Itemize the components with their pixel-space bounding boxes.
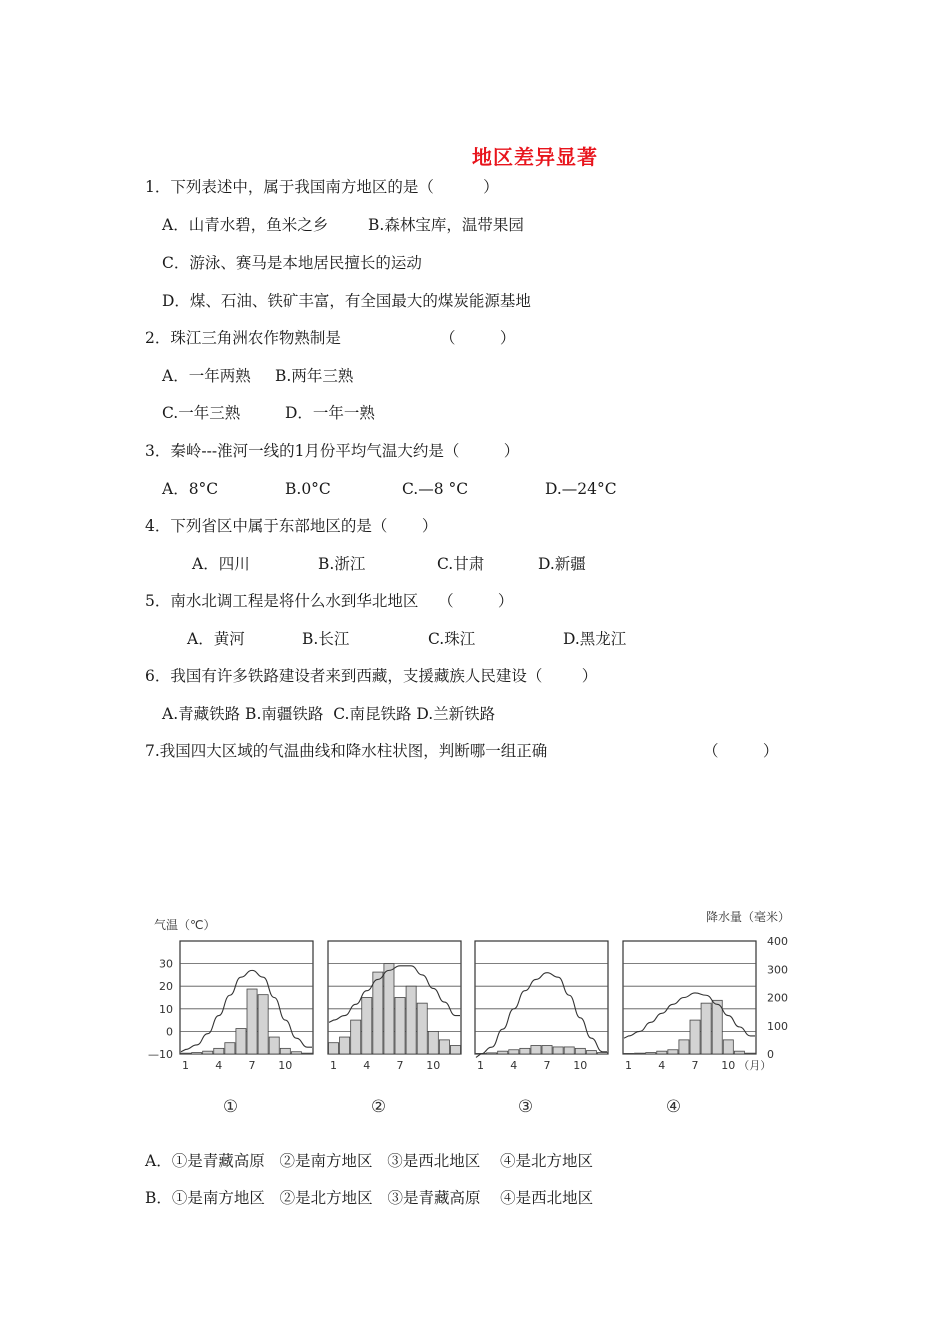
precipitation-bar xyxy=(520,1048,530,1054)
question-2-answer-paren: （ ） xyxy=(440,329,516,347)
precipitation-bar xyxy=(712,1000,722,1054)
precipitation-bar xyxy=(340,1037,350,1054)
panel-label: ② xyxy=(370,1097,387,1117)
question-3-stem: 3．秦岭---淮河一线的1月份平均气温大约是（ ） xyxy=(145,442,520,460)
temperature-tick-label: 30 xyxy=(159,957,173,971)
month-tick-label: 4 xyxy=(215,1059,223,1072)
month-tick-label: 7 xyxy=(691,1059,699,1072)
precipitation-bar xyxy=(203,1051,213,1054)
question-1-stem: 1．下列表述中，属于我国南方地区的是（ ） xyxy=(145,178,499,196)
precipitation-bar xyxy=(646,1053,656,1054)
page-title: 地区差异显著 xyxy=(472,145,598,169)
question-7-answer-paren: （ ） xyxy=(703,742,779,760)
question-5-option-b: B.长江 xyxy=(302,630,350,648)
question-3-option-a: A．8°C xyxy=(162,480,219,498)
question-5-option-c: C.珠江 xyxy=(428,630,476,648)
question-6-options: A.青藏铁路 B.南疆铁路 C.南昆铁路 D.兰新铁路 xyxy=(162,705,496,723)
temperature-tick-label: 0 xyxy=(166,1025,173,1039)
month-tick-label: 1 xyxy=(330,1059,338,1072)
precipitation-bar xyxy=(635,1053,645,1054)
precipitation-tick-label: 400 xyxy=(767,935,788,948)
question-4-option-a: A．四川 xyxy=(192,555,250,573)
precipitation-bar xyxy=(734,1051,744,1054)
question-3-option-c: C.—8 °C xyxy=(402,480,469,498)
month-tick-label: 1 xyxy=(182,1059,190,1072)
precipitation-bar xyxy=(291,1052,301,1054)
precipitation-bar xyxy=(214,1048,224,1054)
precipitation-bar xyxy=(302,1053,312,1054)
precipitation-tick-label: 0 xyxy=(767,1048,774,1061)
precipitation-bar xyxy=(351,1020,361,1054)
question-4-option-d: D.新疆 xyxy=(538,555,586,573)
question-7-stem: 7.我国四大区域的气温曲线和降水柱状图，判断哪一组正确 xyxy=(145,742,548,760)
precipitation-bar xyxy=(564,1047,574,1054)
month-tick-label: 10 xyxy=(721,1059,736,1072)
question-5-stem: 5．南水北调工程是将什么水到华北地区 （ ） xyxy=(145,592,514,610)
precipitation-bar xyxy=(329,1043,339,1054)
month-tick-label: 10 xyxy=(573,1059,588,1072)
panel-label: ③ xyxy=(517,1097,534,1117)
month-tick-label: 4 xyxy=(363,1059,371,1072)
question-3-option-d: D.—24°C xyxy=(545,480,617,498)
precipitation-bar xyxy=(657,1051,667,1054)
precipitation-bar xyxy=(225,1043,235,1054)
precipitation-bar xyxy=(373,972,383,1054)
precipitation-bar xyxy=(553,1047,563,1054)
precipitation-bar xyxy=(269,1037,279,1054)
precipitation-axis-label: 降水量（毫米） xyxy=(705,910,790,924)
precipitation-bar xyxy=(624,1053,634,1054)
panel-label: ④ xyxy=(665,1097,682,1117)
panel-label: ① xyxy=(222,1097,239,1117)
panel-frame xyxy=(623,941,756,1054)
climate-charts-figure xyxy=(140,905,800,1120)
question-1-option-c: C．游泳、赛马是本地居民擅长的运动 xyxy=(162,254,422,272)
month-tick-label: 7 xyxy=(543,1059,551,1072)
question-2-option-d: D．一年一熟 xyxy=(285,404,375,422)
precipitation-bar xyxy=(192,1053,202,1054)
precipitation-bar xyxy=(668,1050,678,1054)
question-4-option-b: B.浙江 xyxy=(318,555,366,573)
precipitation-bar xyxy=(280,1048,290,1054)
panel-frame xyxy=(180,941,313,1054)
precipitation-bar xyxy=(362,998,372,1055)
precipitation-bar xyxy=(487,1053,497,1054)
question-1-option-b: B.森林宝库，温带果园 xyxy=(368,216,524,234)
precipitation-bar xyxy=(417,1003,427,1054)
temperature-curve xyxy=(181,970,312,1051)
precipitation-bar xyxy=(439,1040,449,1054)
question-2-stem: 2．珠江三角洲农作物熟制是 xyxy=(145,329,341,347)
question-1-option-d: D．煤、石油、铁矿丰富，有全国最大的煤炭能源基地 xyxy=(162,292,531,310)
month-tick-label: 10 xyxy=(426,1059,441,1072)
precipitation-bar xyxy=(406,986,416,1054)
precipitation-bar xyxy=(679,1040,689,1054)
temperature-tick-label: 10 xyxy=(159,1002,173,1016)
precipitation-bar xyxy=(597,1053,607,1054)
precipitation-tick-label: 200 xyxy=(767,991,788,1005)
precipitation-bar xyxy=(181,1053,191,1054)
question-4-option-c: C.甘肃 xyxy=(437,555,485,573)
question-7-option-a: A．①是青藏高原 ②是南方地区 ③是西北地区 ④是北方地区 xyxy=(145,1152,593,1170)
precipitation-bar xyxy=(498,1051,508,1054)
precipitation-bar xyxy=(247,989,257,1054)
precipitation-bar xyxy=(395,998,405,1055)
question-2-option-b: B.两年三熟 xyxy=(275,367,354,385)
question-5-option-a: A．黄河 xyxy=(187,630,245,648)
month-tick-label: 10 xyxy=(278,1059,293,1072)
precipitation-bar xyxy=(586,1051,596,1054)
month-tick-label: 7 xyxy=(248,1059,256,1072)
temperature-curve xyxy=(329,966,460,1023)
precipitation-bar xyxy=(575,1048,585,1054)
precipitation-bar xyxy=(531,1046,541,1054)
panel-frame xyxy=(475,941,608,1054)
question-2-option-c: C.一年三熟 xyxy=(162,404,241,422)
precipitation-bar xyxy=(542,1046,552,1054)
temperature-tick-label: 20 xyxy=(159,980,173,994)
precipitation-bar xyxy=(745,1053,755,1054)
precipitation-bar xyxy=(236,1029,246,1054)
precipitation-tick-label: 100 xyxy=(767,1019,788,1033)
temperature-axis-label: 气温（℃） xyxy=(154,918,216,932)
question-6-stem: 6．我国有许多铁路建设者来到西藏，支援藏族人民建设（ ） xyxy=(145,667,598,685)
precipitation-bar xyxy=(384,964,394,1054)
precipitation-bar xyxy=(428,1031,438,1054)
temperature-tick-label: —10 xyxy=(148,1048,173,1061)
month-tick-label: 1 xyxy=(625,1059,633,1072)
precipitation-tick-label: 300 xyxy=(767,963,788,977)
question-4-stem: 4．下列省区中属于东部地区的是（ ） xyxy=(145,517,438,535)
precipitation-bar xyxy=(690,1020,700,1054)
question-7-option-b: B．①是南方地区 ②是北方地区 ③是青藏高原 ④是西北地区 xyxy=(145,1189,594,1207)
question-5-option-d: D.黑龙江 xyxy=(563,630,627,648)
temperature-curve xyxy=(476,973,607,1058)
precipitation-bar xyxy=(258,995,268,1054)
month-tick-label: 7 xyxy=(396,1059,404,1072)
precipitation-bar xyxy=(450,1046,460,1054)
month-tick-label: 1 xyxy=(477,1059,485,1072)
precipitation-bar xyxy=(509,1050,519,1054)
precipitation-bar xyxy=(701,1003,711,1054)
precipitation-bar xyxy=(723,1040,733,1054)
month-tick-label: 4 xyxy=(658,1059,666,1072)
month-unit-label: （月） xyxy=(738,1059,772,1072)
month-tick-label: 4 xyxy=(510,1059,518,1072)
question-3-option-b: B.0°C xyxy=(285,480,331,498)
question-1-option-a: A．山青水碧，鱼米之乡 xyxy=(162,216,329,234)
question-2-option-a: A．一年两熟 xyxy=(162,367,251,385)
